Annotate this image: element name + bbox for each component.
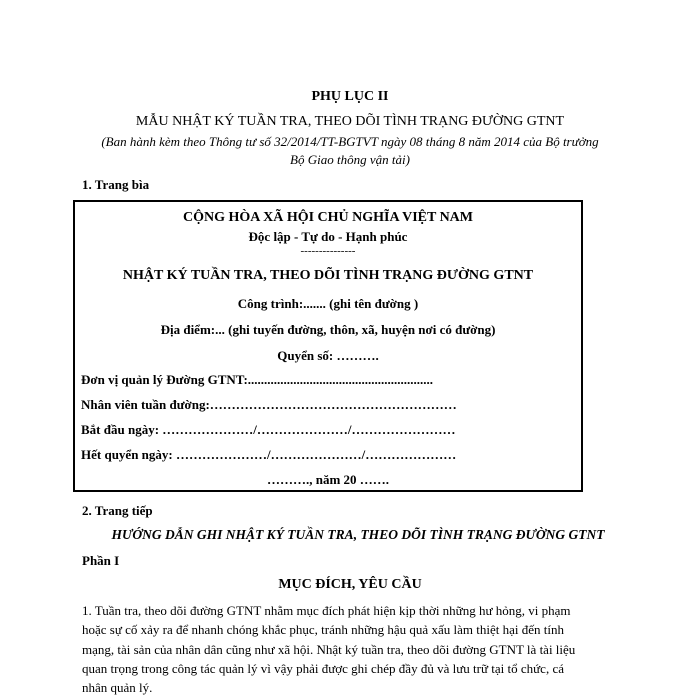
guide-title: HƯỚNG DẪN GHI NHẬT KÝ TUẦN TRA, THEO DÕI TÌNH TRẠNG ĐƯỜNG GTNT [111, 527, 605, 542]
paragraph-line: nhân quản lý. [82, 680, 153, 696]
paragraph-line: mạng, tài sản của nhân dân cũng như xã hội. Nhật ký tuần tra, theo dõi đường GTNT là tài liệu [82, 641, 576, 657]
place-field: Địa điểm:... (ghi tuyến đường, thôn, xã, huyện nơi có đường) [160, 322, 496, 337]
start-date-field: Bắt đầu ngày: …………………/…………………/…………………… [81, 422, 456, 437]
cover-page-box [73, 200, 583, 492]
paragraph-line: quan trọng trong công tác quản lý vì vậy phải được ghi chép đầy đủ và lưu trữ tại tổ chức, cá [82, 660, 564, 676]
separator-line: --------------- [300, 245, 356, 257]
issued-note-line-1: (Ban hành kèm theo Thông tư số 32/2014/TT-BGTVT ngày 08 tháng 8 năm 2014 của Bộ trưởng [101, 134, 599, 149]
paragraph-line: hoặc sự cố xảy ra để nhanh chóng khắc phục, tránh những hậu quả xấu làm thiệt hại đến tính [82, 622, 564, 638]
volume-field: Quyển số: ………. [277, 348, 379, 363]
management-unit-field: Đơn vị quản lý Đường GTNT:......................................................... [81, 372, 434, 387]
next-section-heading: 2. Trang tiếp [82, 503, 153, 518]
purpose-paragraph [82, 601, 622, 697]
cover-section-heading: 1. Trang bìa [82, 177, 150, 192]
issued-note-line-2: Bộ Giao thông vận tải) [290, 152, 410, 167]
part-heading: Phần I [82, 553, 120, 568]
nation-header: CỘNG HÒA XÃ HỘI CHỦ NGHĨA VIỆT NAM [182, 210, 473, 225]
form-title: MẪU NHẬT KÝ TUẦN TRA, THEO DÕI TÌNH TRẠNG ĐƯỜNG GTNT [135, 114, 565, 129]
end-date-field: Hết quyển ngày: …………………/…………………/………………… [81, 447, 457, 462]
date-line: ………., năm 20 ……. [266, 472, 390, 487]
appendix-title: PHỤ LỤC II [311, 89, 389, 104]
national-motto: Độc lập - Tự do - Hạnh phúc [248, 229, 408, 244]
logbook-title: NHẬT KÝ TUẦN TRA, THEO DÕI TÌNH TRẠNG ĐƯỜNG GTNT [122, 268, 534, 283]
paragraph-line: 1. Tuần tra, theo dõi đường GTNT nhằm mục đích phát hiện kịp thời những hư hỏng, vi phạm [82, 603, 571, 618]
patrol-staff-field: Nhân viên tuần đường:………………………………………………… [81, 397, 457, 412]
purpose-title: MỤC ĐÍCH, YÊU CẦU [278, 577, 422, 592]
project-field: Công trình:....... (ghi tên đường ) [237, 296, 419, 311]
